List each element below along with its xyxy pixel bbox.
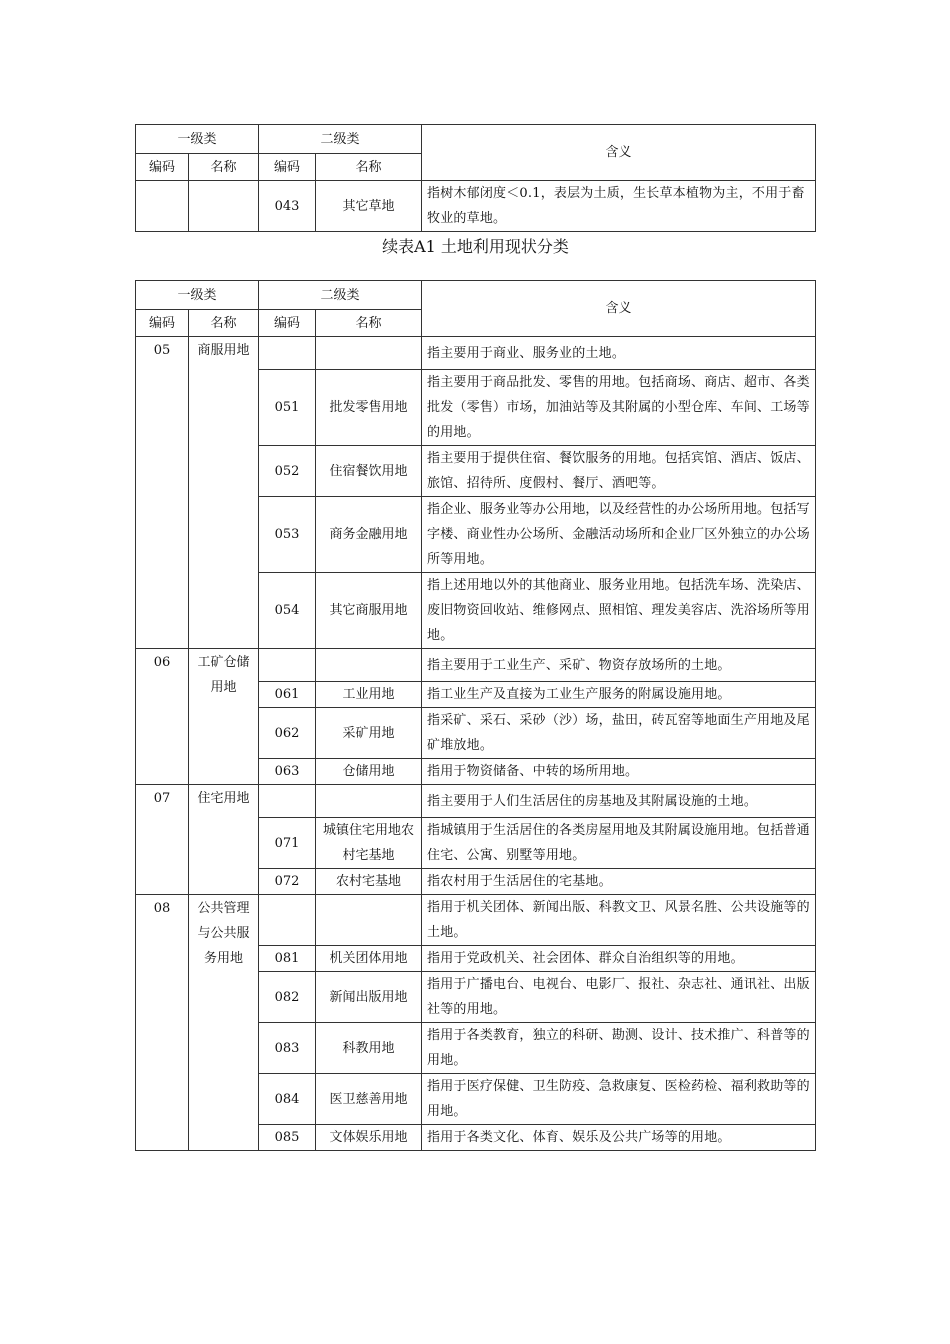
class-description: 指主要用于工业生产、采矿、物资存放场所的土地。 — [422, 649, 816, 682]
table-row — [136, 181, 816, 232]
subclass-code: 081 — [259, 946, 316, 972]
subclass-meaning: 指用于党政机关、社会团体、群众自治组织等的用地。 — [422, 946, 816, 972]
subclass-code: 084 — [259, 1074, 316, 1125]
subclass-code: 051 — [259, 370, 316, 446]
class-name: 商服用地 — [189, 337, 259, 649]
header-name: 名称 — [189, 154, 259, 181]
subclass-name: 商务金融用地 — [316, 497, 422, 573]
subclass-meaning: 指用于医疗保健、卫生防疫、急救康复、医检药检、福利救助等的用地。 — [422, 1074, 816, 1125]
subclass-meaning: 指用于各类教育，独立的科研、勘测、设计、技术推广、科普等的用地。 — [422, 1023, 816, 1074]
subclass-name: 仓储用地 — [316, 759, 422, 785]
subclass-name: 机关团体用地 — [316, 946, 422, 972]
subclass-meaning: 指用于物资储备、中转的场所用地。 — [422, 759, 816, 785]
header-level1: 一级类 — [136, 281, 259, 310]
subclass-name: 医卫慈善用地 — [316, 1074, 422, 1125]
subclass-name: 其它草地 — [316, 181, 422, 232]
header-code: 编码 — [259, 154, 316, 181]
subclass-code: 062 — [259, 708, 316, 759]
header-name: 名称 — [189, 310, 259, 337]
subclass-meaning: 指主要用于提供住宿、餐饮服务的用地。包括宾馆、酒店、饭店、旅馆、招待所、度假村、餐厅、酒吧等。 — [422, 446, 816, 497]
header-meaning: 含义 — [422, 281, 816, 337]
subclass-code: 052 — [259, 446, 316, 497]
subclass-meaning: 指上述用地以外的其他商业、服务业用地。包括洗车场、洗染店、废旧物资回收站、维修网点、照相馆、理发美容店、洗浴场所等用地。 — [422, 573, 816, 649]
class-code: 07 — [136, 785, 189, 895]
subclass-meaning: 指工业生产及直接为工业生产服务的附属设施用地。 — [422, 682, 816, 708]
class-name: 公共管理与公共服务用地 — [189, 895, 259, 1151]
class-code: 08 — [136, 895, 189, 1151]
subclass-meaning: 指城镇用于生活居住的各类房屋用地及其附属设施用地。包括普通住宅、公寓、别墅等用地。 — [422, 818, 816, 869]
subclass-name: 城镇住宅用地农村宅基地 — [316, 818, 422, 869]
class-name: 工矿仓储用地 — [189, 649, 259, 785]
header-code: 编码 — [259, 310, 316, 337]
header-code: 编码 — [136, 310, 189, 337]
subclass-code: 054 — [259, 573, 316, 649]
subclass-code: 085 — [259, 1125, 316, 1151]
subclass-meaning: 指主要用于商品批发、零售的用地。包括商场、商店、超市、各类批发（零售）市场，加油站等及其附属的小型仓库、车间、工场等的用地。 — [422, 370, 816, 446]
subclass-name: 文体娱乐用地 — [316, 1125, 422, 1151]
subclass-name: 工业用地 — [316, 682, 422, 708]
class-code: 05 — [136, 337, 189, 649]
header-level2: 二级类 — [259, 281, 422, 310]
subclass-code: 043 — [259, 181, 316, 232]
subclass-meaning: 指用于各类文化、体育、娱乐及公共广场等的用地。 — [422, 1125, 816, 1151]
group-row — [136, 337, 816, 370]
table-caption: 续表A1 土地利用现状分类 — [382, 237, 569, 256]
header-code: 编码 — [136, 154, 189, 181]
header-name: 名称 — [316, 154, 422, 181]
class-description: 指主要用于商业、服务业的土地。 — [422, 337, 816, 370]
subclass-code: 071 — [259, 818, 316, 869]
class-code: 06 — [136, 649, 189, 785]
subclass-meaning: 指农村用于生活居住的宅基地。 — [422, 869, 816, 895]
class-description: 指用于机关团体、新闻出版、科教文卫、风景名胜、公共设施等的土地。 — [422, 895, 816, 946]
subclass-code: 072 — [259, 869, 316, 895]
land-use-table-part1 — [135, 124, 816, 232]
group-row — [136, 785, 816, 818]
group-row — [136, 895, 816, 946]
subclass-meaning: 指企业、服务业等办公用地，以及经营性的办公场所用地。包括写字楼、商业性办公场所、金融活动场所和企业厂区外独立的办公场所等用地。 — [422, 497, 816, 573]
land-use-table-part2 — [135, 280, 816, 1151]
subclass-meaning: 指用于广播电台、电视台、电影厂、报社、杂志社、通讯社、出版社等的用地。 — [422, 972, 816, 1023]
subclass-code: 082 — [259, 972, 316, 1023]
subclass-code: 063 — [259, 759, 316, 785]
subclass-name: 住宿餐饮用地 — [316, 446, 422, 497]
subclass-meaning: 指树木郁闭度＜0.1，表层为土质，生长草本植物为主，不用于畜牧业的草地。 — [422, 181, 816, 232]
subclass-name: 其它商服用地 — [316, 573, 422, 649]
subclass-name: 科教用地 — [316, 1023, 422, 1074]
header-level1: 一级类 — [136, 125, 259, 154]
subclass-meaning: 指采矿、采石、采砂（沙）场，盐田，砖瓦窑等地面生产用地及尾矿堆放地。 — [422, 708, 816, 759]
subclass-name: 采矿用地 — [316, 708, 422, 759]
subclass-name: 新闻出版用地 — [316, 972, 422, 1023]
header-name: 名称 — [316, 310, 422, 337]
subclass-code: 053 — [259, 497, 316, 573]
subclass-code: 083 — [259, 1023, 316, 1074]
subclass-name: 批发零售用地 — [316, 370, 422, 446]
header-level2: 二级类 — [259, 125, 422, 154]
subclass-code: 061 — [259, 682, 316, 708]
subclass-name: 农村宅基地 — [316, 869, 422, 895]
class-description: 指主要用于人们生活居住的房基地及其附属设施的土地。 — [422, 785, 816, 818]
group-row — [136, 649, 816, 682]
class-name: 住宅用地 — [189, 785, 259, 895]
header-meaning: 含义 — [422, 125, 816, 181]
